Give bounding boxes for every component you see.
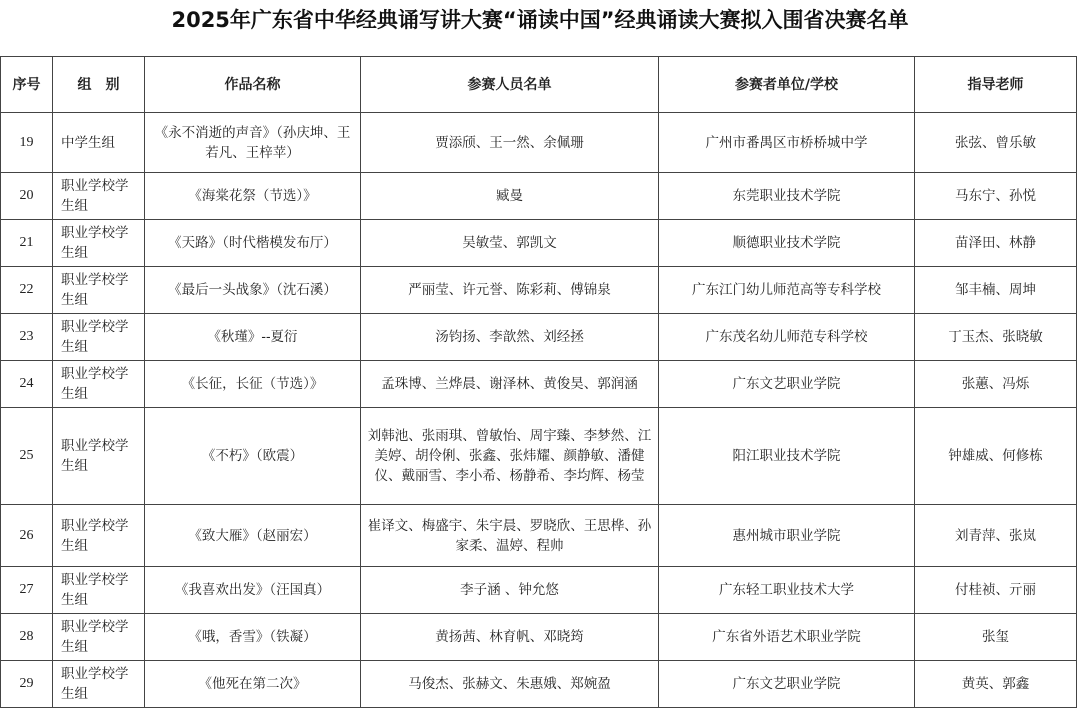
table-row — [1, 614, 1077, 661]
cell-number: 21 — [1, 220, 53, 267]
cell-teacher: 张蕙、冯烁 — [915, 361, 1077, 408]
cell-number: 27 — [1, 567, 53, 614]
table-row — [1, 173, 1077, 220]
cell-teacher: 苗泽田、林静 — [915, 220, 1077, 267]
header-work: 作品名称 — [145, 57, 361, 113]
cell-unit: 广东轻工职业技术大学 — [659, 567, 915, 614]
cell-teacher: 刘青萍、张岚 — [915, 505, 1077, 567]
cell-unit: 广东省外语艺术职业学院 — [659, 614, 915, 661]
table-row — [1, 408, 1077, 505]
cell-unit: 顺德职业技术学院 — [659, 220, 915, 267]
cell-teacher: 马东宁、孙悦 — [915, 173, 1077, 220]
cell-members: 黄扬茜、林育帆、邓晓筠 — [361, 614, 659, 661]
cell-members: 马俊杰、张赫文、朱惠娥、郑婉盈 — [361, 661, 659, 708]
header-teacher: 指导老师 — [915, 57, 1077, 113]
cell-teacher: 张玺 — [915, 614, 1077, 661]
cell-group: 职业学校学生组 — [53, 361, 145, 408]
cell-unit: 惠州城市职业学院 — [659, 505, 915, 567]
cell-group: 职业学校学生组 — [53, 408, 145, 505]
cell-teacher: 付桂祯、亓丽 — [915, 567, 1077, 614]
cell-work: 《天路》（时代楷模发布厅） — [145, 220, 361, 267]
table-row — [1, 567, 1077, 614]
cell-work: 《他死在第二次》 — [145, 661, 361, 708]
cell-work: 《哦，香雪》（铁凝） — [145, 614, 361, 661]
cell-members: 严丽莹、许元誉、陈彩莉、傅锦泉 — [361, 267, 659, 314]
cell-number: 29 — [1, 661, 53, 708]
cell-work: 《不朽》（欧震） — [145, 408, 361, 505]
cell-group: 职业学校学生组 — [53, 505, 145, 567]
cell-number: 23 — [1, 314, 53, 361]
cell-work: 《致大雁》（赵丽宏） — [145, 505, 361, 567]
cell-members: 臧曼 — [361, 173, 659, 220]
cell-members: 刘韩池、张雨琪、曾敏怡、周宇臻、李梦然、江美婷、胡伶俐、张鑫、张炜耀、颜静敏、潘健仪、戴丽雪、李小希、杨静希、李均辉、杨莹 — [361, 408, 659, 505]
cell-number: 22 — [1, 267, 53, 314]
table-row — [1, 220, 1077, 267]
cell-members: 孟珠博、兰烨晨、谢泽林、黄俊昊、郭润涵 — [361, 361, 659, 408]
table-row — [1, 113, 1077, 173]
cell-number: 19 — [1, 113, 53, 173]
cell-members: 汤钧扬、李歆然、刘经拯 — [361, 314, 659, 361]
cell-number: 28 — [1, 614, 53, 661]
table-row — [1, 267, 1077, 314]
document-title: 2025年广东省中华经典诵写讲大赛“诵读中国”经典诵读大赛拟入围省决赛名单 — [171, 8, 909, 32]
cell-number: 20 — [1, 173, 53, 220]
cell-group: 职业学校学生组 — [53, 173, 145, 220]
table-header-row — [1, 57, 1077, 113]
header-number: 序号 — [1, 57, 53, 113]
cell-work: 《海棠花祭（节选）》 — [145, 173, 361, 220]
cell-unit: 广东江门幼儿师范高等专科学校 — [659, 267, 915, 314]
cell-members: 贾添颀、王一然、余佩珊 — [361, 113, 659, 173]
header-unit: 参赛者单位/学校 — [659, 57, 915, 113]
cell-teacher: 钟雄威、何修栋 — [915, 408, 1077, 505]
cell-unit: 东莞职业技术学院 — [659, 173, 915, 220]
cell-group: 职业学校学生组 — [53, 567, 145, 614]
cell-teacher: 丁玉杰、张晓敏 — [915, 314, 1077, 361]
cell-group: 职业学校学生组 — [53, 220, 145, 267]
cell-members: 李子涵 、钟允悠 — [361, 567, 659, 614]
cell-group: 职业学校学生组 — [53, 267, 145, 314]
cell-work: 《我喜欢出发》（汪国真） — [145, 567, 361, 614]
cell-unit: 阳江职业技术学院 — [659, 408, 915, 505]
cell-work: 《永不消逝的声音》（孙庆坤、王若凡、王梓苹） — [145, 113, 361, 173]
cell-unit: 广东茂名幼儿师范专科学校 — [659, 314, 915, 361]
table-row — [1, 314, 1077, 361]
cell-group: 职业学校学生组 — [53, 614, 145, 661]
table-row — [1, 505, 1077, 567]
cell-group: 中学生组 — [53, 113, 145, 173]
finalist-table — [0, 56, 1077, 708]
cell-work: 《长征，长征（节选）》 — [145, 361, 361, 408]
cell-teacher: 张弦、曾乐敏 — [915, 113, 1077, 173]
header-members: 参赛人员名单 — [361, 57, 659, 113]
table-row — [1, 361, 1077, 408]
cell-group: 职业学校学生组 — [53, 661, 145, 708]
cell-number: 26 — [1, 505, 53, 567]
cell-members: 吴敏莹、郭凯文 — [361, 220, 659, 267]
cell-unit: 广州市番禺区市桥桥城中学 — [659, 113, 915, 173]
cell-group: 职业学校学生组 — [53, 314, 145, 361]
cell-members: 崔译文、梅盛宇、朱宇晨、罗晓欣、王思桦、孙家柔、温婷、程帅 — [361, 505, 659, 567]
cell-teacher: 黄英、郭鑫 — [915, 661, 1077, 708]
cell-teacher: 邹丰楠、周坤 — [915, 267, 1077, 314]
table-row — [1, 661, 1077, 708]
header-group: 组 别 — [53, 57, 145, 113]
cell-number: 24 — [1, 361, 53, 408]
cell-unit: 广东文艺职业学院 — [659, 361, 915, 408]
cell-work: 《最后一头战象》（沈石溪） — [145, 267, 361, 314]
cell-unit: 广东文艺职业学院 — [659, 661, 915, 708]
cell-work: 《秋瑾》--夏衍 — [145, 314, 361, 361]
cell-number: 25 — [1, 408, 53, 505]
